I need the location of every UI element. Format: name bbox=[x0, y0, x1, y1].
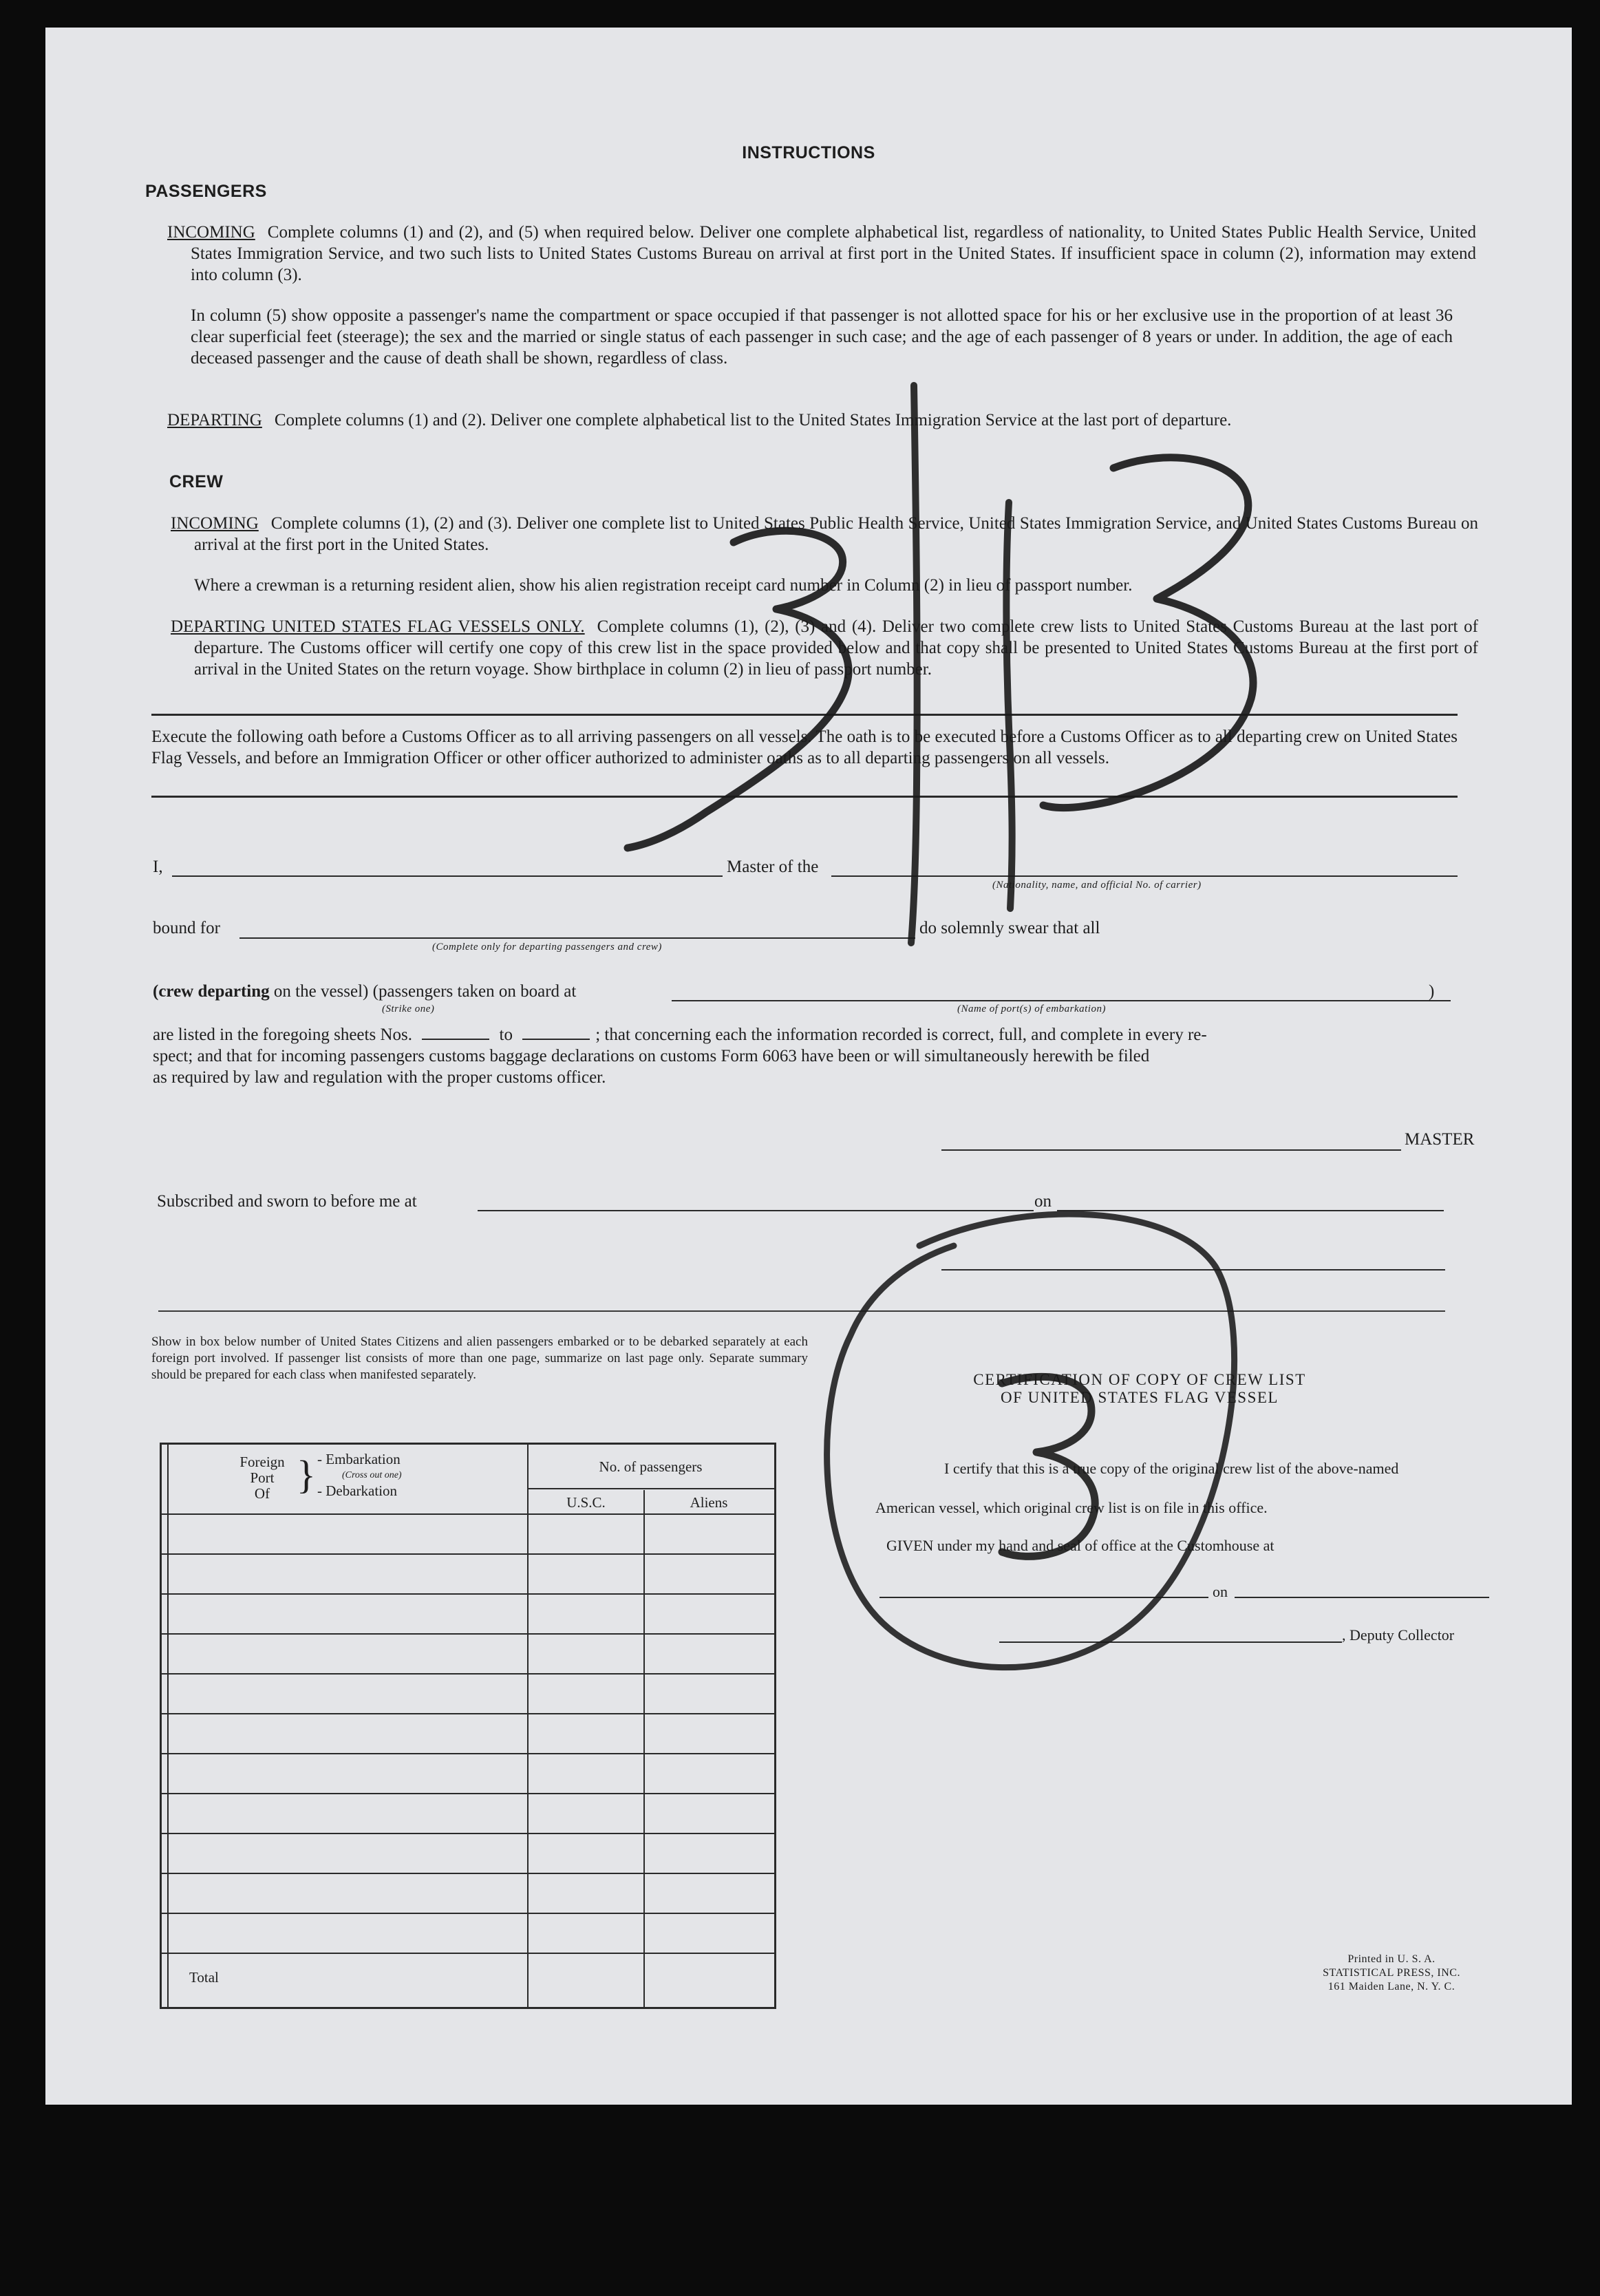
no-passengers-header: No. of passengers bbox=[599, 1458, 703, 1475]
given-line: GIVEN under my hand and seal of office at the Customhouse at bbox=[886, 1537, 1274, 1554]
summary-note: Show in box below number of United States Citizens and alien passengers embarked or to be debarked separately at each foreign port involved. If passenger list consists of more than one page, summarize on last page only. Separate summary should be prepared for each class when manifested separately. bbox=[151, 1335, 808, 1382]
master-of-the-label: Master of the bbox=[727, 858, 819, 876]
aliens-header: Aliens bbox=[690, 1494, 728, 1511]
certification-on-label: on bbox=[1213, 1583, 1228, 1600]
passengers-incoming-label: INCOMING bbox=[167, 223, 255, 242]
form-page bbox=[45, 28, 1572, 2105]
crew-departing-text: Complete columns (1), (2), (3) and (4). Deliver two complete crew lists to United States Customs Bureau at the last port of departure. The Customs officer will certify one copy of this crew list in the space provided below and that copy shall be presented to United States Customs Bureau at the first port of arrival in the United States on the return voyage. Show birthplace in column (2) in lieu of passport number. bbox=[194, 617, 1478, 679]
strike-one-caption: (Strike one) bbox=[382, 1003, 435, 1014]
crew-departing-option[interactable]: (crew departing bbox=[153, 982, 270, 1001]
carrier-caption: (Nationality, name, and official No. of carrier) bbox=[992, 880, 1202, 891]
crew-resident-alien-paragraph: Where a crewman is a returning resident alien, show his alien registration receipt card number in Column (2) in lieu of passport number. bbox=[194, 576, 1133, 595]
brace-glyph: } bbox=[297, 1452, 316, 1497]
sheets-to-text: to bbox=[499, 1025, 513, 1044]
cross-out-caption: (Cross out one) bbox=[342, 1470, 402, 1480]
page-title: INSTRUCTIONS bbox=[742, 143, 875, 162]
certification-heading-line2: OF UNITED STATES FLAG VESSEL bbox=[1001, 1389, 1279, 1406]
master-label: MASTER bbox=[1405, 1130, 1475, 1149]
of-label: Of bbox=[254, 1485, 270, 1502]
solemnly-swear-text: do solemnly swear that all bbox=[919, 919, 1100, 937]
passengers-incoming-text: Complete columns (1) and (2), and (5) when required below. Deliver one complete alphabetical list, regardless of nationality, to United States Public Health Service, United States Immigration Service, and two such lists to United States Customs Bureau on arrival at first port in the United States. If insufficient space in column (2), information may extend into column (3). bbox=[191, 223, 1476, 284]
bound-for-caption: (Complete only for departing passengers and crew) bbox=[432, 942, 662, 953]
port-label: Port bbox=[250, 1469, 275, 1486]
printer-line-2: STATISTICAL PRESS, INC. bbox=[1323, 1967, 1460, 1979]
passengers-departing-label: DEPARTING bbox=[167, 411, 262, 429]
oath-i-label: I, bbox=[153, 858, 163, 876]
sheets-text: are listed in the foregoing sheets Nos. bbox=[153, 1025, 412, 1044]
sheets-rest-text: ; that concerning each the information recorded is correct, full, and complete in every re- bbox=[595, 1025, 1207, 1044]
on-the-vessel-text: on the vessel) bbox=[273, 982, 369, 1001]
sheets-line-3: as required by law and regulation with the proper customs officer. bbox=[153, 1068, 606, 1087]
handwritten-fraction-mark bbox=[45, 28, 1572, 2105]
passengers-column5-paragraph: In column (5) show opposite a passenger's name the compartment or space occupied if that passenger is not allotted space for his or her exclusive use in the proportion of at least 36 clear superficial feet (steerage); the sex and the married or single status of each passenger in such case; and the age of each passenger of 8 years or under. In addition, the age of each deceased passenger and the cause of death shall be shown, regardless of class. bbox=[191, 306, 1453, 368]
passengers-departing-text: Complete columns (1) and (2). Deliver one complete alphabetical list to the United States Immigration Service at the last port of departure. bbox=[274, 411, 1232, 429]
crew-departing-label: DEPARTING UNITED STATES FLAG VESSELS ONLY. bbox=[171, 617, 585, 636]
sworn-on-label: on bbox=[1034, 1192, 1052, 1211]
subscribed-label: Subscribed and sworn to before me at bbox=[157, 1192, 417, 1211]
oath-intro-paragraph: Execute the following oath before a Customs Officer as to all arriving passengers on all vessels. The oath is to be executed before a Customs Officer as to all departing crew on United States Flag Vessels, and before an Immigration Officer or other officer authorized to administer oaths as to all departing passengers on all vessels. bbox=[151, 727, 1458, 767]
crew-incoming-text: Complete columns (1), (2) and (3). Deliver one complete list to United States Public Health Service, United States Immigration Service, and United States Customs Bureau on arrival at the first port in the United States. bbox=[194, 514, 1478, 554]
total-label: Total bbox=[189, 1969, 219, 1986]
foreign-label: Foreign bbox=[239, 1454, 285, 1470]
crew-incoming-label: INCOMING bbox=[171, 514, 259, 533]
passengers-heading: PASSENGERS bbox=[145, 182, 267, 201]
bound-for-label: bound for bbox=[153, 919, 220, 937]
passengers-taken-option[interactable]: (passengers taken on board at bbox=[372, 982, 577, 1001]
usc-header: U.S.C. bbox=[566, 1494, 606, 1511]
ports-caption: (Name of port(s) of embarkation) bbox=[957, 1003, 1106, 1014]
debarkation-option[interactable]: - Debarkation bbox=[317, 1482, 398, 1499]
close-paren: ) bbox=[1429, 982, 1435, 1001]
printer-line-3: 161 Maiden Lane, N. Y. C. bbox=[1327, 1981, 1455, 1992]
crew-heading: CREW bbox=[169, 472, 224, 491]
certification-heading-line1: CERTIFICATION OF COPY OF CREW LIST bbox=[973, 1371, 1306, 1388]
certify-line-1: I certify that this is a true copy of the original crew list of the above-named bbox=[944, 1460, 1399, 1477]
certify-line-2: American vessel, which original crew list is on file in this office. bbox=[875, 1499, 1268, 1516]
printer-line-1: Printed in U. S. A. bbox=[1347, 1953, 1436, 1965]
sheets-line-2: spect; and that for incoming passengers customs baggage declarations on customs Form 6063 have been or will simultaneously herewith be filed bbox=[153, 1047, 1150, 1065]
embarkation-option[interactable]: - Embarkation bbox=[317, 1451, 401, 1467]
deputy-collector-label: , Deputy Collector bbox=[1342, 1626, 1455, 1644]
